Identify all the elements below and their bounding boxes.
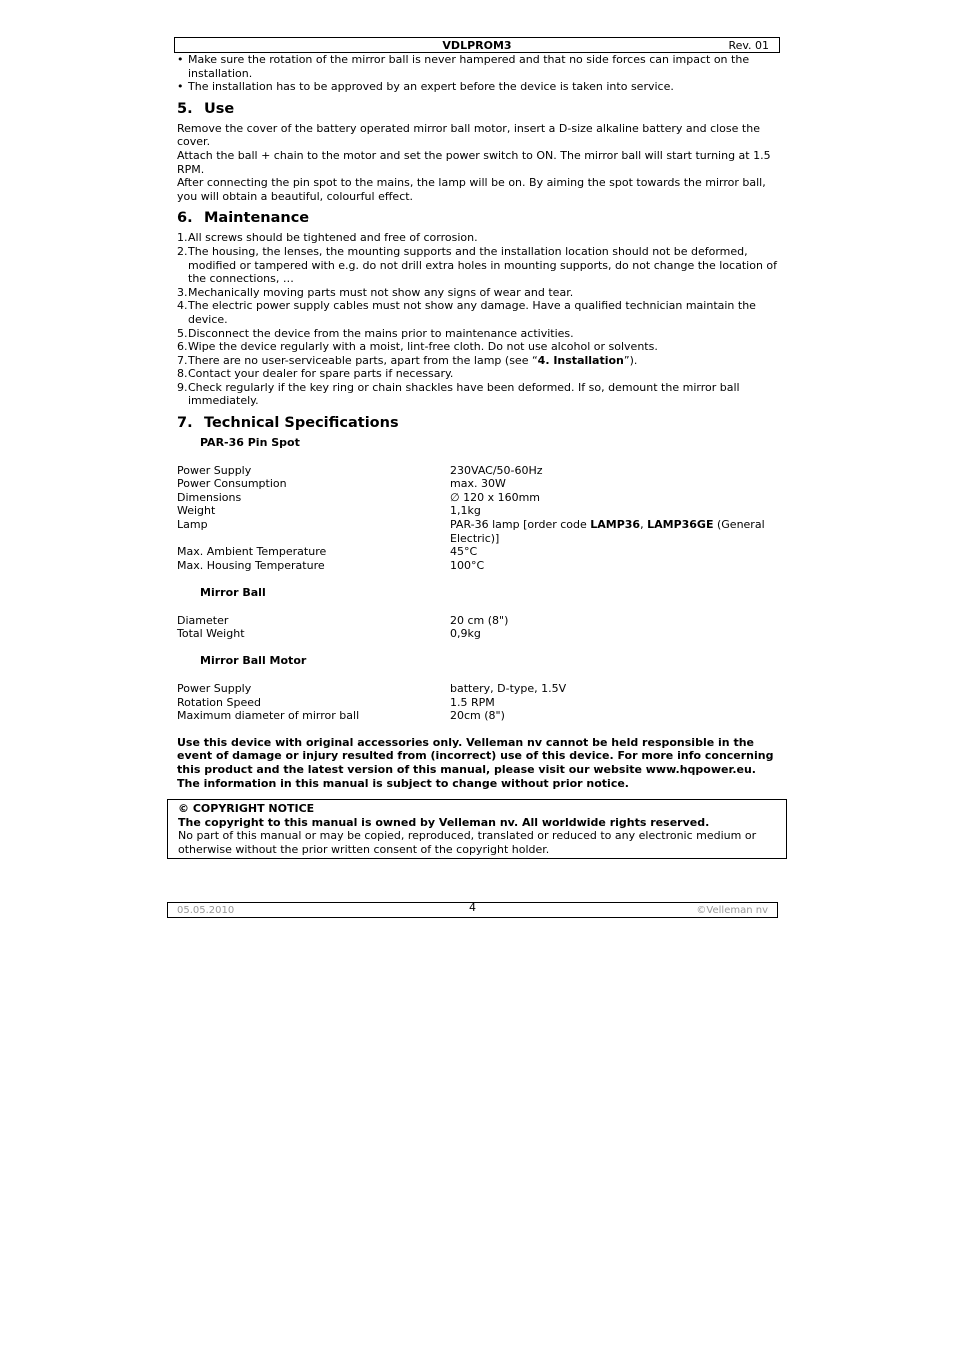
page-footer (167, 902, 778, 918)
subheading-mirror-ball: Mirror Ball (200, 586, 266, 599)
list-item: 4. The electric power supply cables must not show any damage. Have a qualified technician maintain the device. (177, 299, 756, 326)
page-number: 4 (469, 901, 476, 914)
maintenance-list (177, 231, 781, 408)
installation-reference: 4. Installation (537, 353, 624, 367)
spec-table-motor (177, 682, 781, 723)
spec-row-lamp: Lamp PAR-36 lamp [order code LAMP36, LAMP36GE (General Electric)] (177, 518, 765, 545)
copyright-owner: The copyright to this manual is owned by Velleman nv. All worldwide rights reserved. (178, 815, 710, 829)
paragraph: After connecting the pin spot to the mains, the lamp will be on. By aiming the spot towards the mirror ball, you will obtain a beautiful, colourful effect. (177, 176, 766, 203)
list-item: • Make sure the rotation of the mirror ball is never hampered and that no side forces can impact on the installation. (177, 53, 781, 80)
list-item: 5. Disconnect the device from the mains prior to maintenance activities. (177, 326, 574, 340)
document-code: VDLPROM3 (442, 39, 512, 52)
copyright-box (167, 799, 787, 859)
spec-table-mirror-ball (177, 614, 781, 641)
spec-row: Weight 1,1kg (177, 504, 481, 518)
spec-row: Power Supply battery, D-type, 1.5V (177, 681, 567, 695)
spec-table-pin-spot (177, 464, 781, 573)
intro-bullet-list (177, 53, 781, 94)
section-heading-specifications: 7. Technical Specifications (177, 415, 399, 432)
paragraph: Remove the cover of the battery operated mirror ball motor, insert a D-size alkaline battery and close the cover. (177, 121, 760, 149)
footer-date: 05.05.2010 (177, 905, 235, 916)
copyright-title: © COPYRIGHT NOTICE (178, 802, 315, 815)
copyright-body: No part of this manual or may be copied, reproduced, translated or reduced to any electronic medium or otherwise without the prior written consent of the copyright holder. (178, 829, 757, 856)
spec-row: Max. Housing Temperature 100°C (177, 558, 485, 572)
spec-row: Rotation Speed 1.5 RPM (177, 695, 495, 709)
list-item: 7. There are no user-serviceable parts, apart from the lamp (see “4. Installation”). (177, 353, 638, 367)
section-heading-use: 5. Use (177, 100, 235, 117)
main-content (177, 53, 781, 790)
spec-row: Diameter 20 cm (8") (177, 613, 509, 627)
spec-row: Max. Ambient Temperature 45°C (177, 545, 478, 559)
list-item: 6. Wipe the device regularly with a moist, lint-free cloth. Do not use alcohol or solvents. (177, 340, 658, 354)
spec-row: Maximum diameter of mirror ball 20cm (8") (177, 709, 505, 723)
list-item: 1. All screws should be tightened and free of corrosion. (177, 231, 478, 245)
paragraph: Attach the ball + chain to the motor and set the power switch to ON. The mirror ball will start turning at 1.5 RPM. (177, 148, 771, 176)
list-item: • The installation has to be approved by an expert before the device is taken into service. (177, 80, 781, 94)
spec-row: Power Supply 230VAC/50-60Hz (177, 463, 543, 477)
list-item: 3. Mechanically moving parts must not show any signs of wear and tear. (177, 285, 574, 299)
revision-label: Rev. 01 (728, 39, 769, 52)
spec-row: Dimensions ∅ 120 x 160mm (177, 490, 541, 504)
page-header (174, 37, 780, 53)
list-item: 2. The housing, the lenses, the mounting supports and the installation location should not be deformed, modified or tampered with e.g. do not drill extra holes in mounting supports, do not change the location of the connections, … (177, 244, 778, 286)
subheading-pin-spot: PAR-36 Pin Spot (200, 436, 300, 450)
spec-row: Power Consumption max. 30W (177, 477, 506, 491)
subheading-motor: Mirror Ball Motor (200, 654, 307, 668)
footer-copyright: ©Velleman nv (696, 905, 768, 916)
spec-row: Total Weight 0,9kg (177, 627, 481, 641)
list-item: 8. Contact your dealer for spare parts if necessary. (177, 367, 454, 381)
disclaimer-notice: Use this device with original accessories only. Velleman nv cannot be held responsible in the event of damage or injury resulted from (incorrect) use of this device. For more info concerning this product and the latest version of this manual, please visit our website www.hqpower.eu. The information in this manual is subject to change without prior notice. (177, 735, 774, 790)
section-heading-maintenance: 6. Maintenance (177, 210, 310, 227)
list-item: 9. Check regularly if the key ring or chain shackles have been deformed. If so, demount the mirror ball immediately. (177, 380, 740, 408)
